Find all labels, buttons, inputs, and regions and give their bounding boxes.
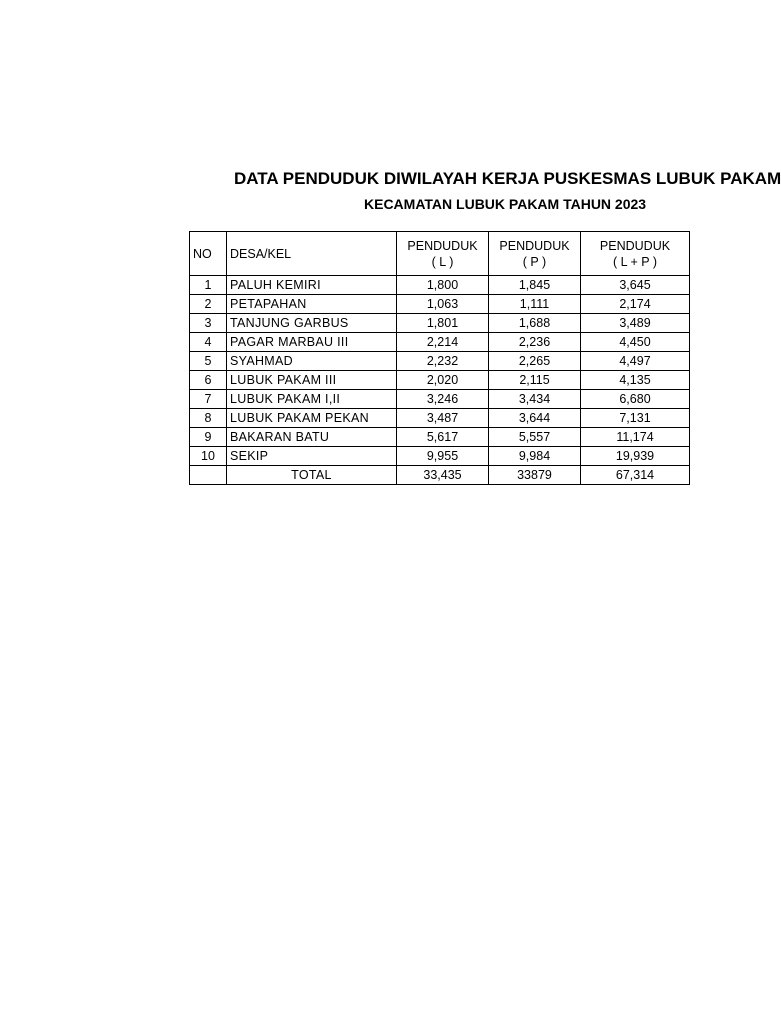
cell-penduduk-lp: 4,497	[581, 352, 690, 371]
cell-no: 5	[190, 352, 227, 371]
total-label: TOTAL	[227, 466, 397, 485]
table-body	[190, 276, 690, 485]
cell-penduduk-lp: 3,489	[581, 314, 690, 333]
cell-desa: PETAPAHAN	[227, 295, 397, 314]
cell-no: 1	[190, 276, 227, 295]
cell-penduduk-l: 2,020	[397, 371, 489, 390]
cell-desa: PAGAR MARBAU III	[227, 333, 397, 352]
cell-total-no	[190, 466, 227, 485]
cell-penduduk-lp: 7,131	[581, 409, 690, 428]
table-row	[190, 447, 690, 466]
table-row	[190, 428, 690, 447]
table-row	[190, 371, 690, 390]
header-penduduk-p-line2: ( P )	[522, 254, 547, 269]
cell-penduduk-lp: 19,939	[581, 447, 690, 466]
cell-penduduk-lp: 2,174	[581, 295, 690, 314]
cell-desa: LUBUK PAKAM PEKAN	[227, 409, 397, 428]
header-penduduk-lp	[581, 232, 690, 276]
total-penduduk-l: 33,435	[397, 466, 489, 485]
cell-no: 6	[190, 371, 227, 390]
cell-no: 8	[190, 409, 227, 428]
cell-penduduk-l: 1,800	[397, 276, 489, 295]
header-row	[190, 232, 690, 276]
population-table	[189, 231, 690, 485]
table-row	[190, 409, 690, 428]
total-penduduk-p: 33879	[489, 466, 581, 485]
cell-no: 10	[190, 447, 227, 466]
header-penduduk-l	[397, 232, 489, 276]
cell-penduduk-l: 9,955	[397, 447, 489, 466]
cell-desa: BAKARAN BATU	[227, 428, 397, 447]
cell-penduduk-p: 2,236	[489, 333, 581, 352]
cell-penduduk-p: 1,111	[489, 295, 581, 314]
total-row	[190, 466, 690, 485]
document-subtitle: KECAMATAN LUBUK PAKAM TAHUN 2023	[364, 196, 647, 212]
cell-penduduk-p: 1,845	[489, 276, 581, 295]
cell-desa: SYAHMAD	[227, 352, 397, 371]
header-penduduk-p-line1: PENDUDUK	[499, 238, 570, 253]
cell-penduduk-l: 1,801	[397, 314, 489, 333]
cell-penduduk-lp: 6,680	[581, 390, 690, 409]
cell-penduduk-l: 2,232	[397, 352, 489, 371]
header-penduduk-l-line2: ( L )	[431, 254, 454, 269]
cell-penduduk-p: 3,644	[489, 409, 581, 428]
cell-no: 4	[190, 333, 227, 352]
cell-no: 3	[190, 314, 227, 333]
cell-penduduk-l: 3,487	[397, 409, 489, 428]
cell-desa: PALUH KEMIRI	[227, 276, 397, 295]
cell-no: 7	[190, 390, 227, 409]
cell-no: 9	[190, 428, 227, 447]
header-penduduk-lp-line1: PENDUDUK	[599, 238, 671, 253]
cell-penduduk-lp: 4,135	[581, 371, 690, 390]
table-row	[190, 295, 690, 314]
header-penduduk-l-line1: PENDUDUK	[407, 238, 478, 253]
cell-penduduk-p: 2,265	[489, 352, 581, 371]
table-header	[190, 232, 690, 276]
total-penduduk-lp: 67,314	[581, 466, 690, 485]
cell-penduduk-p: 2,115	[489, 371, 581, 390]
table-row	[190, 276, 690, 295]
cell-penduduk-p: 5,557	[489, 428, 581, 447]
cell-penduduk-lp: 3,645	[581, 276, 690, 295]
table-row	[190, 314, 690, 333]
cell-penduduk-p: 9,984	[489, 447, 581, 466]
cell-penduduk-p: 1,688	[489, 314, 581, 333]
cell-desa: SEKIP	[227, 447, 397, 466]
table-row	[190, 390, 690, 409]
table-row	[190, 352, 690, 371]
cell-penduduk-l: 2,214	[397, 333, 489, 352]
header-penduduk-p	[489, 232, 581, 276]
table-row	[190, 333, 690, 352]
cell-desa: TANJUNG GARBUS	[227, 314, 397, 333]
header-desa: DESA/KEL	[227, 232, 397, 276]
header-no: NO	[190, 232, 227, 276]
cell-penduduk-p: 3,434	[489, 390, 581, 409]
cell-no: 2	[190, 295, 227, 314]
header-penduduk-lp-line2: ( L + P )	[612, 254, 658, 269]
cell-penduduk-lp: 11,174	[581, 428, 690, 447]
cell-desa: LUBUK PAKAM III	[227, 371, 397, 390]
cell-penduduk-l: 3,246	[397, 390, 489, 409]
document-title: DATA PENDUDUK DIWILAYAH KERJA PUSKESMAS LUBUK PAKAM	[234, 169, 781, 188]
cell-penduduk-l: 1,063	[397, 295, 489, 314]
cell-penduduk-l: 5,617	[397, 428, 489, 447]
cell-penduduk-lp: 4,450	[581, 333, 690, 352]
cell-desa: LUBUK PAKAM I,II	[227, 390, 397, 409]
